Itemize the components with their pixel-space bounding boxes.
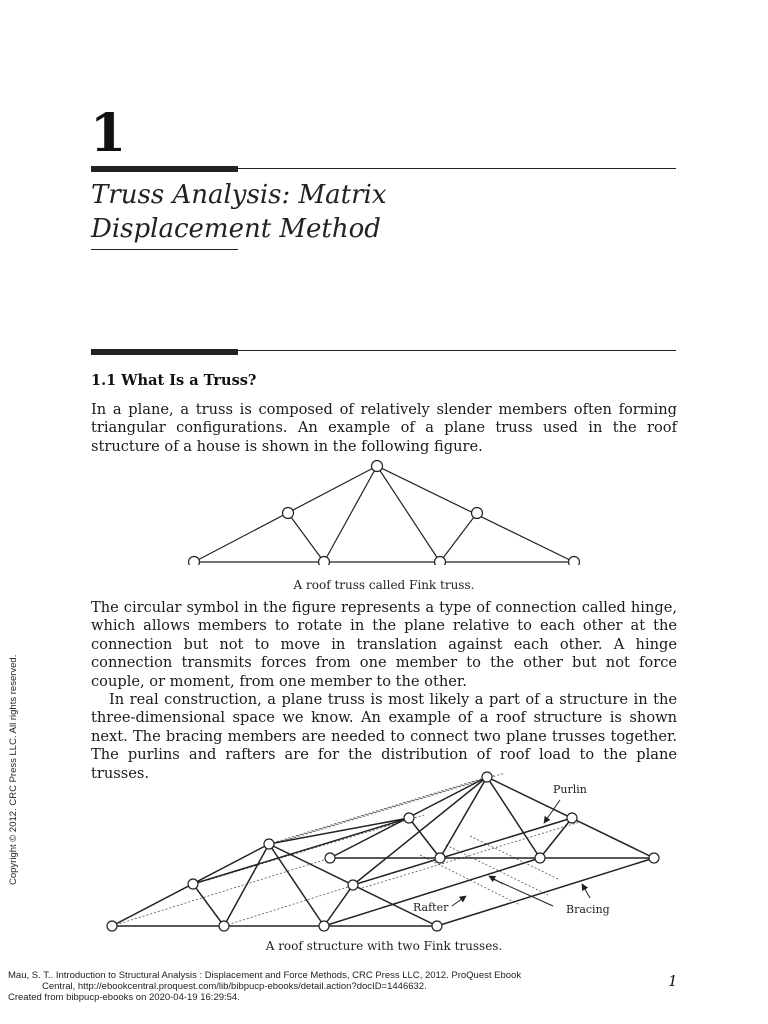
- roof-structure-figure: [0, 768, 768, 938]
- hinge-node: [535, 853, 545, 863]
- hinge-node: [219, 921, 229, 931]
- hinge-node: [482, 772, 492, 782]
- fink-truss-figure: [0, 455, 768, 565]
- hinge-node: [188, 879, 198, 889]
- bracing-label: Bracing: [566, 903, 610, 916]
- title-underline: [91, 249, 238, 250]
- hinge-node: [649, 853, 659, 863]
- hinge-node: [283, 508, 294, 519]
- paragraph-1: In a plane, a truss is composed of relatively slender members often forming triangular configurations. An example of a plane truss used in the roof structure of a house is shown in the following figure.: [91, 401, 677, 455]
- chapter-number: 1: [90, 103, 127, 164]
- chapter-title: [91, 178, 611, 246]
- chapter-title-line-1: Truss Analysis: Matrix: [91, 180, 387, 210]
- hinge-node: [107, 921, 117, 931]
- paragraph-3: In real construction, a plane truss is most likely a part of a structure in the three-dimensional space we know. An example of a roof structure is shown next. The bracing members are needed to connect two plane trusses together. The purlins and rafters are for the distribution of roof load to the plane trusses.: [91, 691, 677, 782]
- chapter-thick-rule: [91, 166, 238, 172]
- hinge-node: [319, 921, 329, 931]
- hinge-node: [567, 813, 577, 823]
- hinge-node: [189, 557, 200, 566]
- rafter-label: Rafter: [413, 901, 449, 914]
- citation-footer: [8, 970, 628, 1003]
- citation-line-1: Mau, S. T.. Introduction to Structural Analysis : Displacement and Force Methods, CRC Press LLC, 2012. ProQuest Ebook: [8, 970, 522, 981]
- hinge-node: [472, 508, 483, 519]
- hinge-node: [348, 880, 358, 890]
- chapter-title-line-2: Displacement Method: [91, 214, 381, 244]
- chapter-thin-rule: [238, 168, 676, 169]
- purlin-label: Purlin: [553, 783, 587, 796]
- copyright-side-note: Copyright © 2012. CRC Press LLC. All rights reserved.: [8, 654, 19, 885]
- page-number: 1: [668, 972, 678, 990]
- hinge-node: [372, 461, 383, 472]
- citation-line-2: Central, http://ebookcentral.proquest.com/lib/bibpucp-ebooks/detail.action?docID=1446632.: [42, 981, 427, 992]
- hinge-node: [404, 813, 414, 823]
- section-thick-rule: [91, 349, 238, 355]
- hinge-node: [325, 853, 335, 863]
- hinge-node: [432, 921, 442, 931]
- paragraph-2: The circular symbol in the figure represents a type of connection called hinge, which allows members to rotate in the plane relative to each other at the connection but not to move in translation against each other. A hinge connection transmits forces from one member to the other but not force couple, or moment, from one member to the other.: [91, 599, 677, 690]
- figure-2-caption: A roof structure with two Fink trusses.: [265, 939, 503, 953]
- hinge-node: [264, 839, 274, 849]
- citation-line-3: Created from bibpucp-ebooks on 2020-04-19 16:29:54.: [8, 992, 240, 1003]
- hinge-node: [569, 557, 580, 566]
- hinge-node: [435, 557, 446, 566]
- section-thin-rule: [238, 350, 676, 351]
- hinge-node: [319, 557, 330, 566]
- hinge-node: [435, 853, 445, 863]
- figure-1-caption: A roof truss called Fink truss.: [293, 578, 475, 592]
- section-heading: 1.1 What Is a Truss?: [91, 372, 257, 389]
